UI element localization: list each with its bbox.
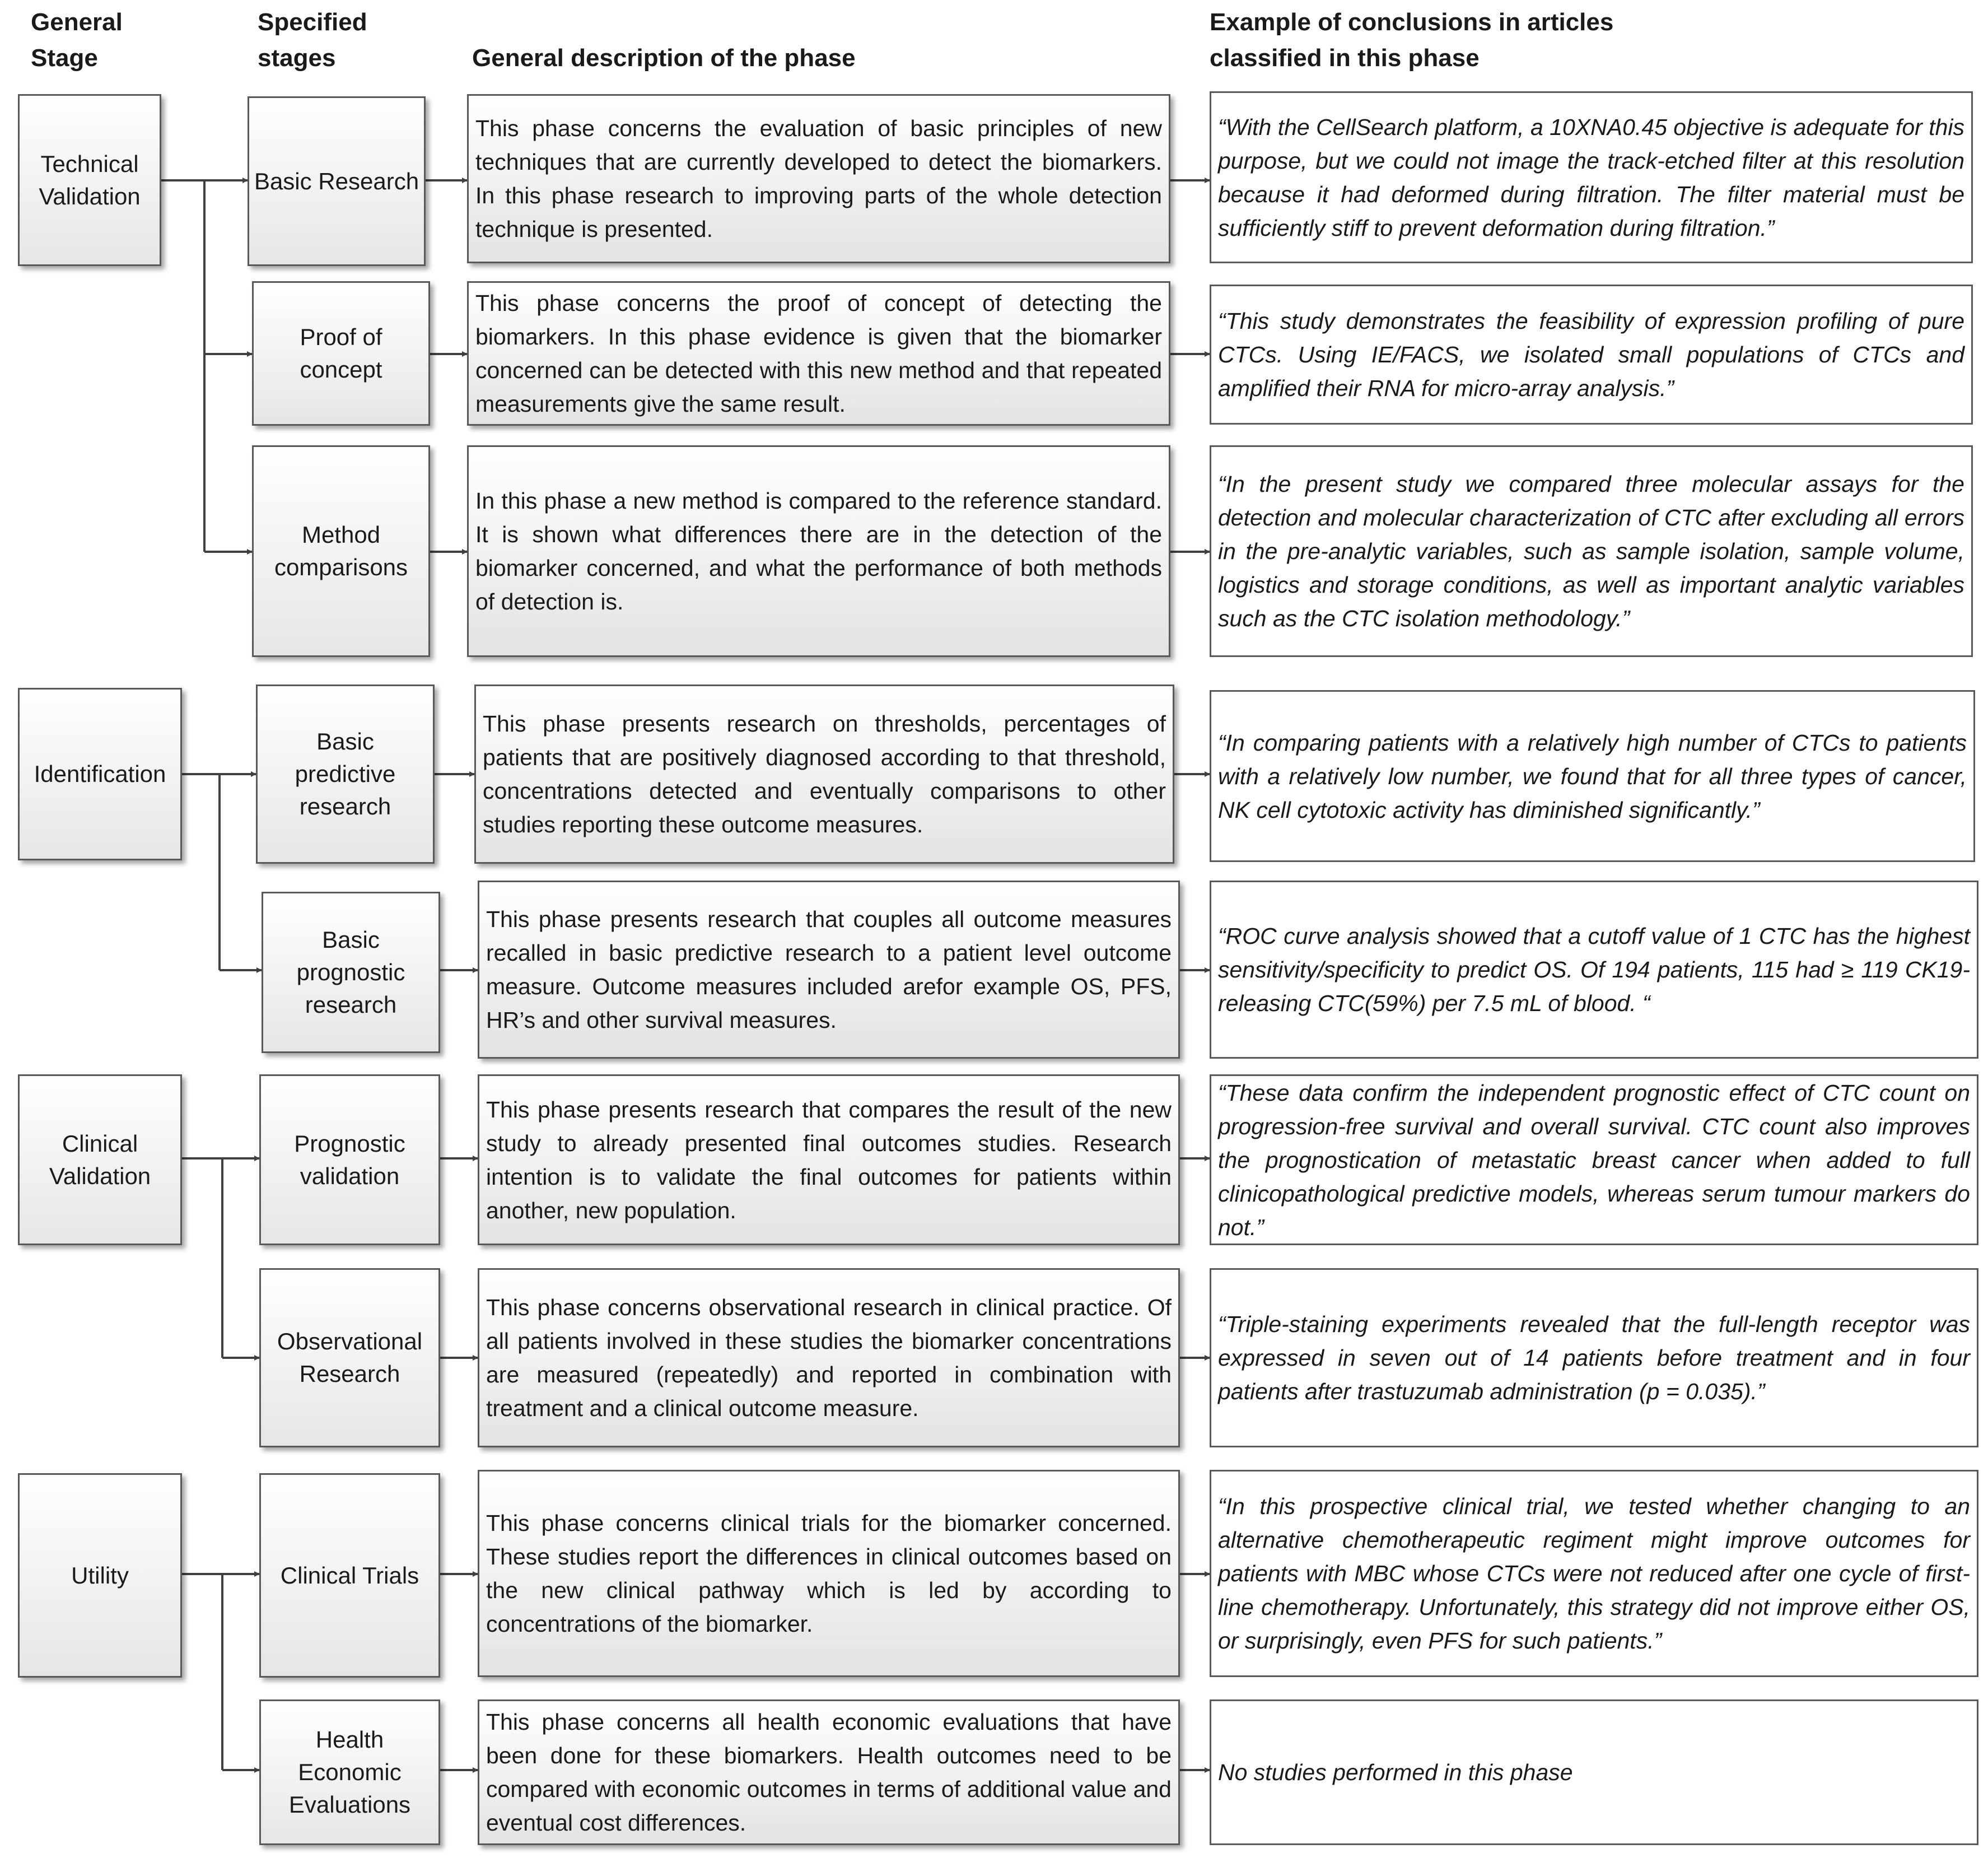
example-basic-predictive-research: “In comparing patients with a relatively high number of CTCs to patients with a relatively low number, we found that for all three types of cancer, NK cell cytotoxic activity has diminished significantly.” (1210, 690, 1975, 862)
description-clinical-trials: This phase concerns clinical trials for the biomarker concerned. These studies report the differences in clinical outcomes based on the new clinical pathway which is led by according to concentrations of the biomarker. (478, 1470, 1180, 1677)
header-specified-stages: Specified stages (258, 8, 367, 72)
example-basic-prognostic-research: “ROC curve analysis showed that a cutoff value of 1 CTC has the highest sensitivity/specificity to predict OS. Of 194 patients, 115 had ≥ 119 CK19-releasing CTC(59%) per 7.5 mL of blood. “ (1210, 881, 1978, 1059)
stage-clinical-trials: Clinical Trials (259, 1473, 440, 1678)
stage-proof-of-concept: Proof of concept (252, 281, 430, 426)
stage-health-economic-evaluations: Health Economic Evaluations (259, 1699, 440, 1845)
stage-basic-prognostic-research: Basic prognostic research (262, 892, 440, 1053)
example-proof-of-concept: “This study demonstrates the feasibility of expression profiling of pure CTCs. Using IE/FACS, we isolated small populations of CTCs and amplified their RNA for micro-array analysis.” (1210, 285, 1973, 425)
description-basic-prognostic-research: This phase presents research that couples all outcome measures recalled in basic predictive research to a patient level outcome measure. Outcome measures included arefor example OS, PFS, HR’s and other survival measures. (478, 881, 1180, 1059)
description-basic-predictive-research: This phase presents research on thresholds, percentages of patients that are positively diagnosed according to that threshold, concentrations detected and eventually comparisons to other studies reporting these outcome measures. (474, 684, 1174, 864)
stage-basic-research: Basic Research (248, 96, 426, 266)
description-basic-research: This phase concerns the evaluation of basic principles of new techniques that are currently developed to detect the biomarkers. In this phase research to improving parts of the whole detection technique is presented. (467, 94, 1170, 263)
general-stage-technical-validation: Technical Validation (18, 94, 161, 266)
general-stage-clinical-validation: Clinical Validation (18, 1074, 182, 1245)
general-stage-identification: Identification (18, 688, 182, 860)
description-proof-of-concept: This phase concerns the proof of concept of detecting the biomarkers. In this phase evidence is given that the biomarker concerned can be detected with this new method and that repeated measurements give the same result. (467, 281, 1170, 426)
example-observational-research: “Triple-staining experiments revealed that the full-length receptor was expressed in seven out of 14 patients before treatment and in four patients after trastuzumab administration (p = 0.035).” (1210, 1268, 1978, 1447)
description-observational-research: This phase concerns observational research in clinical practice. Of all patients involved in these studies the biomarker concentrations are measured (repeatedly) and reported in combination with treatment and a clinical outcome measure. (478, 1268, 1180, 1447)
header-general-stage: General Stage (31, 8, 123, 72)
example-clinical-trials: “In this prospective clinical trial, we tested whether changing to an alternative chemotherapeutic regiment might improve outcomes for patients with MBC whose CTCs were not reduced after one cycle of first-line chemotherapy. Unfortunately, this strategy did not improve either OS, or surprisingly, even PFS for such patients.” (1210, 1470, 1978, 1677)
description-health-economic-evaluations: This phase concerns all health economic evaluations that have been done for these biomarkers. Health outcomes need to be compared with economic outcomes in terms of additional value and eventual cost differences. (478, 1699, 1180, 1845)
description-method-comparisons: In this phase a new method is compared to the reference standard. It is shown what differences there are in the detection of the biomarker concerned, and what the performance of both methods of detection is. (467, 445, 1170, 657)
example-basic-research: “With the CellSearch platform, a 10XNA0.45 objective is adequate for this purpose, but we could not image the track-etched filter at this resolution because it had deformed during filtration. The filter material must be sufficiently stiff to prevent deformation during filtration.” (1210, 91, 1973, 263)
stage-basic-predictive-research: Basic predictive research (256, 684, 435, 864)
header-example-conclusions: Example of conclusions in articles classified in this phase (1210, 8, 1614, 72)
stage-prognostic-validation: Prognostic validation (259, 1074, 440, 1245)
header-general-description: General description of the phase (472, 44, 856, 72)
example-prognostic-validation: “These data confirm the independent prognostic effect of CTC count on progression-free survival and overall survival. CTC count also improves the prognostication of metastatic breast cancer when added to full clinicopathological predictive models, whereas serum tumour markers do not.” (1210, 1074, 1978, 1245)
general-stage-utility: Utility (18, 1473, 182, 1678)
stage-method-comparisons: Method comparisons (252, 445, 430, 657)
example-method-comparisons: “In the present study we compared three molecular assays for the detection and molecular characterization of CTC after excluding all errors in the pre-analytic variables, such as sample isolation, sample volume, logistics and storage conditions, as well as important analytic variables such as the CTC isolation methodology.” (1210, 445, 1973, 657)
stage-observational-research: Observational Research (259, 1268, 440, 1447)
example-health-economic-evaluations: No studies performed in this phase (1210, 1699, 1978, 1845)
description-prognostic-validation: This phase presents research that compares the result of the new study to already presented final outcomes studies. Research intention is to validate the final outcomes for patients within another, new population. (478, 1074, 1180, 1245)
